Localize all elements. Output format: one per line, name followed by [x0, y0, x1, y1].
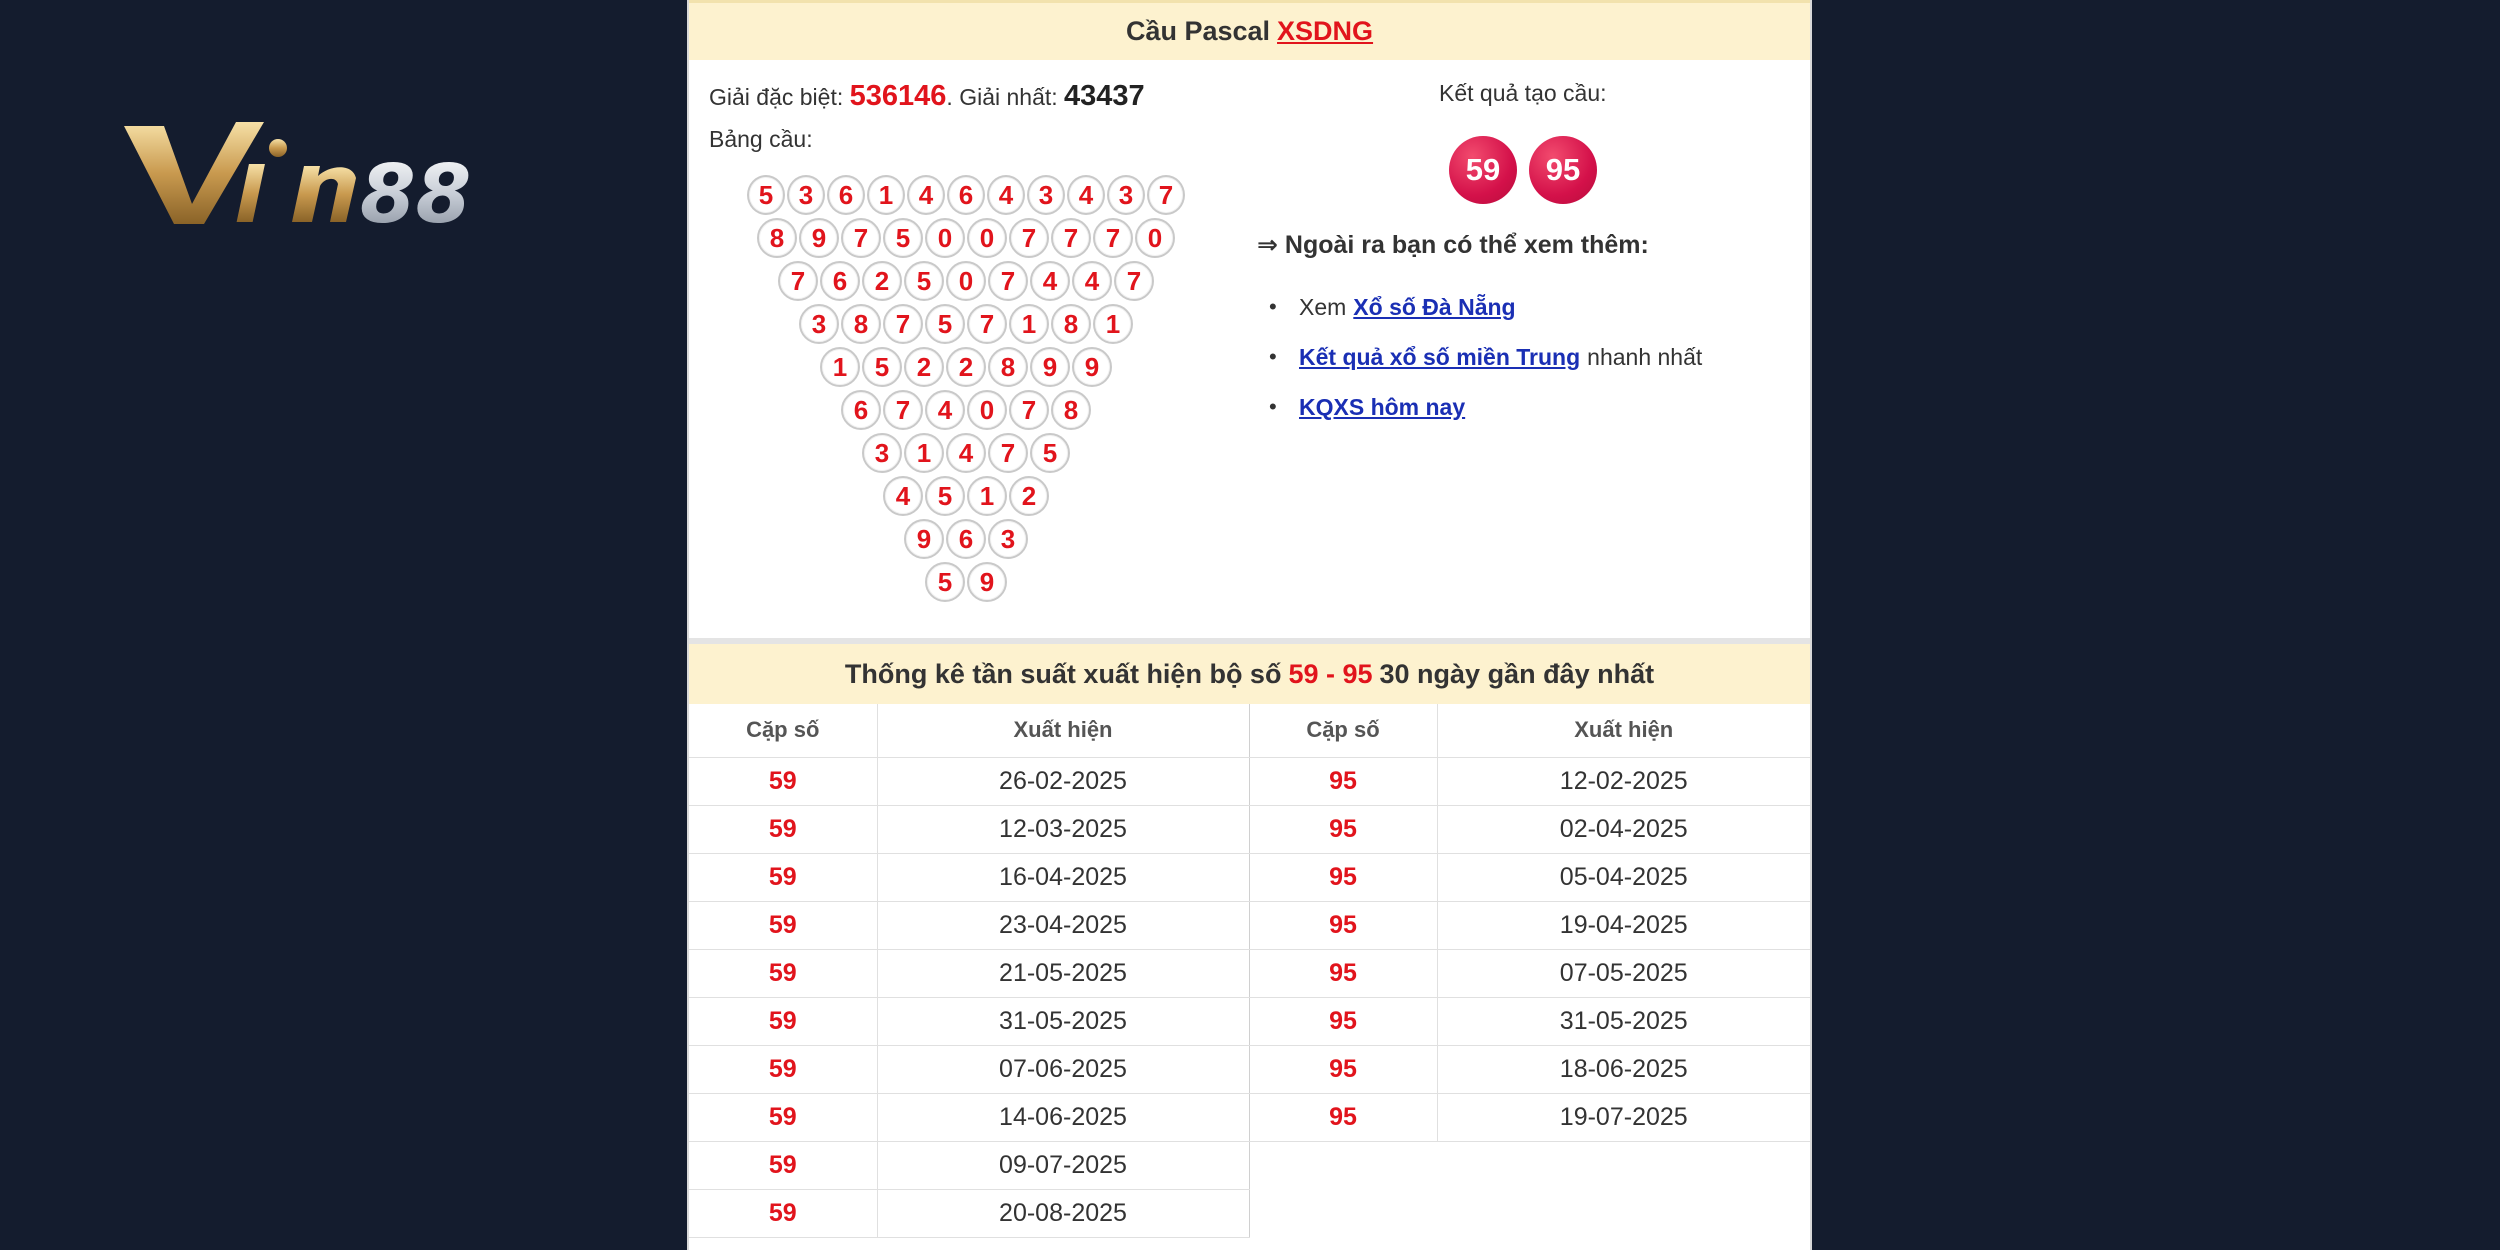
empty-cell: [1249, 1141, 1437, 1189]
pyramid-ball: 7: [883, 304, 923, 344]
pyramid-ball: 4: [1072, 261, 1112, 301]
pyramid-ball: 4: [1030, 261, 1070, 301]
pyramid-ball: 3: [862, 433, 902, 473]
result-label: Kết quả tạo cầu:: [1439, 80, 1607, 106]
date-cell: 31-05-2025: [1437, 997, 1810, 1045]
link-xo-so-da-nang[interactable]: Xổ số Đà Nẵng: [1353, 293, 1516, 320]
pyramid-row: [746, 304, 1186, 347]
empty-cell: [1249, 1189, 1437, 1237]
pyramid-ball: 1: [820, 347, 860, 387]
col-header-appear: Xuất hiện: [877, 704, 1249, 757]
pyramid-ball: 7: [1093, 218, 1133, 258]
pair-cell: 59: [689, 757, 877, 805]
stats-header: [689, 644, 1810, 704]
pyramid-ball: 7: [1051, 218, 1091, 258]
pyramid-ball: 7: [1009, 390, 1049, 430]
panel-title: Cầu Pascal: [1125, 16, 1271, 46]
pyramid-row: [746, 175, 1186, 218]
result-ball: 95: [1529, 136, 1597, 204]
pascal-section: [689, 60, 1810, 638]
pyramid-ball: 3: [988, 519, 1028, 559]
pyramid-ball: 0: [946, 261, 986, 301]
pyramid-ball: 4: [925, 390, 965, 430]
col-header-pair: Cặp số: [689, 704, 877, 757]
date-cell: 05-04-2025: [1437, 853, 1810, 901]
pyramid-ball: 4: [907, 175, 945, 215]
prize-separator: .: [946, 84, 953, 110]
pyramid-ball: 6: [841, 390, 881, 430]
more-item-suffix: nhanh nhất: [1587, 343, 1703, 370]
pyramid-ball: 5: [925, 476, 965, 516]
pyramid-ball: 6: [946, 519, 986, 559]
table-row: [689, 853, 1810, 901]
pyramid-ball: 9: [967, 562, 1007, 602]
pyramid-ball: 0: [1135, 218, 1175, 258]
pyramid-row: [746, 476, 1186, 519]
link-kqxs-hom-nay[interactable]: • KQXS hôm nay: [1299, 393, 1466, 420]
col-header-pair: Cặp số: [1249, 704, 1437, 757]
pyramid-ball: 5: [883, 218, 923, 258]
pyramid-ball: 7: [988, 433, 1028, 473]
pair-cell: 95: [1249, 805, 1437, 853]
table-header-row: [689, 704, 1810, 757]
date-cell: 09-07-2025: [877, 1141, 1249, 1189]
date-cell: 20-08-2025: [877, 1189, 1249, 1237]
pyramid-ball: 9: [1030, 347, 1070, 387]
pyramid-ball: 8: [757, 218, 797, 258]
table-row: [689, 1093, 1810, 1141]
pyramid-ball: 1: [904, 433, 944, 473]
pair-cell: 59: [689, 853, 877, 901]
pyramid-row: [746, 562, 1186, 605]
pyramid-ball: 9: [799, 218, 839, 258]
pyramid-row: [746, 347, 1186, 390]
pyramid-ball: 2: [1009, 476, 1049, 516]
pyramid-ball: 7: [883, 390, 923, 430]
date-cell: 07-06-2025: [877, 1045, 1249, 1093]
frequency-table: [689, 704, 1810, 1238]
pair-cell: 59: [689, 901, 877, 949]
pyramid-ball: 5: [925, 304, 965, 344]
date-cell: 12-03-2025: [877, 805, 1249, 853]
pyramid-ball: 8: [1051, 304, 1091, 344]
pyramid-ball: 8: [1051, 390, 1091, 430]
pair-cell: 95: [1249, 1093, 1437, 1141]
pyramid-ball: 7: [1147, 175, 1185, 215]
pyramid-row: [746, 261, 1186, 304]
more-item: [1299, 332, 1702, 382]
pyramid-ball: 7: [967, 304, 1007, 344]
vin88-logo: [120, 112, 490, 242]
pascal-panel: [687, 0, 1812, 1250]
first-prize-label: Giải nhất:: [959, 84, 1058, 110]
pair-cell: 59: [689, 1045, 877, 1093]
date-cell: 19-07-2025: [1437, 1093, 1810, 1141]
more-item-prefix: • Xem: [1299, 293, 1347, 320]
pyramid-ball: 7: [841, 218, 881, 258]
board-label: Bảng cầu:: [709, 126, 813, 152]
pyramid-ball: 1: [1009, 304, 1049, 344]
pyramid-ball: 7: [1009, 218, 1049, 258]
pyramid-ball: 4: [946, 433, 986, 473]
more-item: [1299, 282, 1702, 332]
pyramid-ball: 0: [967, 218, 1007, 258]
special-prize-label: Giải đặc biệt:: [709, 84, 844, 110]
date-cell: 16-04-2025: [877, 853, 1249, 901]
prize-line: [709, 80, 1145, 113]
pyramid-ball: 3: [799, 304, 839, 344]
link-ket-qua-mien-trung[interactable]: • Kết quả xổ số miền Trung: [1299, 343, 1581, 370]
stats-title-prefix: Thống kê tần suất xuất hiện bộ số: [844, 658, 1282, 689]
pyramid-ball: 2: [862, 261, 902, 301]
pair-cell: 59: [689, 1189, 877, 1237]
date-cell: 31-05-2025: [877, 997, 1249, 1045]
date-cell: 12-02-2025: [1437, 757, 1810, 805]
empty-cell: [1437, 1189, 1810, 1237]
stats-title-pair: 59 - 95: [1288, 658, 1373, 689]
stats-title-suffix: 30 ngày gần đây nhất: [1379, 658, 1655, 689]
date-cell: 18-06-2025: [1437, 1045, 1810, 1093]
date-cell: 19-04-2025: [1437, 901, 1810, 949]
pair-cell: 59: [689, 1141, 877, 1189]
pyramid-ball: 4: [1067, 175, 1105, 215]
pyramid-ball: 4: [987, 175, 1025, 215]
pyramid-row: [746, 519, 1186, 562]
pyramid-row: [746, 390, 1186, 433]
special-prize-value: 536146: [849, 80, 947, 112]
pyramid-ball: 9: [904, 519, 944, 559]
pyramid-ball: 3: [1107, 175, 1145, 215]
date-cell: 02-04-2025: [1437, 805, 1810, 853]
pyramid-ball: 7: [778, 261, 818, 301]
svg-text:88: 88: [360, 148, 472, 241]
date-cell: 26-02-2025: [877, 757, 1249, 805]
table-row: [689, 757, 1810, 805]
date-cell: 14-06-2025: [877, 1093, 1249, 1141]
pyramid-ball: 1: [867, 175, 905, 215]
date-cell: 21-05-2025: [877, 949, 1249, 997]
table-row: [689, 1189, 1810, 1237]
pair-cell: 59: [689, 1093, 877, 1141]
result-balls: [1449, 136, 1597, 204]
pyramid-row: [746, 433, 1186, 476]
pyramid-ball: 5: [904, 261, 944, 301]
pyramid-ball: 5: [925, 562, 965, 602]
more-links-list: [1299, 282, 1702, 432]
pyramid-ball: 2: [946, 347, 986, 387]
panel-header: [689, 0, 1810, 60]
pyramid-ball: 6: [820, 261, 860, 301]
pyramid-ball: 2: [904, 347, 944, 387]
pyramid-ball: 8: [841, 304, 881, 344]
pair-cell: 59: [689, 949, 877, 997]
pair-cell: 95: [1249, 949, 1437, 997]
pair-cell: 59: [689, 805, 877, 853]
table-row: [689, 1141, 1810, 1189]
col-header-appear: Xuất hiện: [1437, 704, 1810, 757]
table-row: [689, 949, 1810, 997]
pyramid-ball: 6: [827, 175, 865, 215]
pair-cell: 95: [1249, 757, 1437, 805]
pyramid-row: [746, 218, 1186, 261]
date-cell: 07-05-2025: [1437, 949, 1810, 997]
pyramid-ball: 5: [747, 175, 785, 215]
pyramid-ball: 9: [1072, 347, 1112, 387]
result-ball: 59: [1449, 136, 1517, 204]
first-prize-value: 43437: [1064, 80, 1145, 112]
pair-cell: 59: [689, 997, 877, 1045]
pyramid-ball: 4: [883, 476, 923, 516]
pyramid-ball: 1: [1093, 304, 1133, 344]
pair-cell: 95: [1249, 901, 1437, 949]
more-item: [1299, 382, 1702, 432]
table-row: [689, 997, 1810, 1045]
empty-cell: [1437, 1141, 1810, 1189]
pyramid-ball: 0: [925, 218, 965, 258]
pyramid-ball: 7: [988, 261, 1028, 301]
date-cell: 23-04-2025: [877, 901, 1249, 949]
more-title: ⇒ Ngoài ra bạn có thể xem thêm:: [1257, 231, 1649, 259]
table-row: [689, 901, 1810, 949]
pyramid-ball: 6: [947, 175, 985, 215]
pyramid-ball: 1: [967, 476, 1007, 516]
pair-cell: 95: [1249, 1045, 1437, 1093]
pyramid-ball: 3: [1027, 175, 1065, 215]
pyramid-ball: 5: [1030, 433, 1070, 473]
pascal-pyramid: [746, 175, 1186, 605]
pair-cell: 95: [1249, 997, 1437, 1045]
xsdng-link[interactable]: XSDNG: [1277, 16, 1374, 46]
pair-cell: 95: [1249, 853, 1437, 901]
pyramid-ball: 8: [988, 347, 1028, 387]
table-row: [689, 1045, 1810, 1093]
pyramid-ball: 0: [967, 390, 1007, 430]
pyramid-ball: 5: [862, 347, 902, 387]
pyramid-ball: 3: [787, 175, 825, 215]
pyramid-ball: 7: [1114, 261, 1154, 301]
table-row: [689, 805, 1810, 853]
